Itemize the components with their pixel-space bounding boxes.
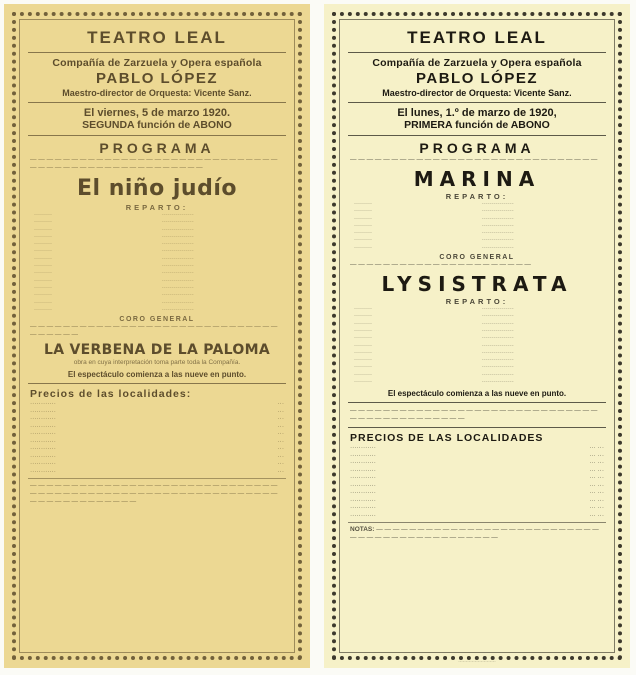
function-line: SEGUNDA función de ABONO xyxy=(82,119,232,131)
illegible-text-block: — — — — — — — — — — — — — — — — — — — — — — — — — — — — — — — — — — — — xyxy=(30,323,278,339)
divider xyxy=(28,478,286,479)
cast-list: ········· ········· ········· ········· ········· ········· ········· ········· ········· ········· ········· ················ ················ ················ ················ ················ ················ ················ ················ ················ ················ ················ xyxy=(354,306,514,386)
divider xyxy=(348,52,606,53)
start-time-note: El espectáculo comienza a las nueve en punto. xyxy=(387,389,567,399)
conductor-line: Maestro-director de Orquesta: Vicente Sanz. xyxy=(62,88,252,98)
reparto-heading: REPARTO: xyxy=(125,203,189,212)
illegible-text-block: — — — — — — — — — — — — — — — — — — — — — — xyxy=(350,261,531,269)
performance-date: El lunes, 1.º de marzo de 1920, xyxy=(397,107,557,119)
coro-line: CORO GENERAL xyxy=(439,254,515,262)
start-time-note: El espectáculo comienza a las nueve en punto. xyxy=(67,370,247,380)
divider xyxy=(28,102,286,103)
theatre-name: TEATRO LEAL xyxy=(407,28,547,47)
notes-block: NOTAS: — — — — — — — — — — — — — — — — — — — — — — — — — — — — — — — — — — — — — — — — — — — — — xyxy=(350,526,599,542)
play-title-2: LYSISTRATA xyxy=(381,272,573,297)
prices-heading: PRECIOS DE LAS LOCALIDADES xyxy=(350,432,544,445)
play-title-2: LA VERBENA DE LA PALOMA xyxy=(44,342,270,359)
divider xyxy=(348,427,606,428)
performance-date: El viernes, 5 de marzo 1920. xyxy=(83,107,231,119)
reparto-heading: REPARTO: xyxy=(445,297,509,307)
cast-list: ········· ········· ········· ········· ········· ········· ········· ················ ················ ················ ················ ················ ················ ················ xyxy=(354,201,514,251)
divider xyxy=(348,522,606,523)
conductor-line: Maestro-director de Orquesta: Vicente Sanz. xyxy=(382,88,572,98)
cast-list: ········· ········· ········· ········· ········· ········· ········· ········· ········· ········· ········· ········· ········· ········· ················ ················ ················ ················ ················ ················ ················ ················ ················ ················ ················ ················ ················ ················ xyxy=(34,212,194,313)
function-line: PRIMERA función de ABONO xyxy=(404,119,550,131)
performed-by: obra en cuya interpretación toma parte toda la Compañía. xyxy=(73,359,241,367)
divider xyxy=(28,383,286,384)
play-title: MARINA xyxy=(413,167,541,191)
divider xyxy=(348,102,606,103)
reparto-heading: REPARTO: xyxy=(445,192,509,201)
divider xyxy=(28,135,286,136)
poster-left xyxy=(4,4,310,668)
coro-line: CORO GENERAL xyxy=(119,316,195,324)
poster-content xyxy=(24,24,290,650)
illegible-text-block: — — — — — — — — — — — — — — — — — — — — — — — — — — — — — — — — — — — — — — — — — — — — — — — — — — — xyxy=(30,156,278,171)
illegible-text-block: — — — — — — — — — — — — — — — — — — — — — — — — — — — — — — xyxy=(350,156,598,163)
illegible-text-block: — — — — — — — — — — — — — — — — — — — — — — — — — — — — — — — — — — — — — — — — — — — — xyxy=(350,407,598,423)
printer-line: ························· xyxy=(458,659,496,664)
notes-block: — — — — — — — — — — — — — — — — — — — — — — — — — — — — — — — — — — — — — — — — — — — — — — — — — — — — — — — — — — — — — — — — — — — — — — — — — xyxy=(30,482,278,506)
company-name: Compañía de Zarzuela y Opera española xyxy=(372,57,582,69)
divider xyxy=(348,402,606,403)
director-name: PABLO LÓPEZ xyxy=(95,70,219,87)
price-list: ············ ··· ··· ············ ··· ··· ············ ··· ··· ············ ··· ··· ············ ··· ··· ············ ··· ··· ············ ··· ··· ············ ··· ··· ············ ··· ··· ············ ··· ··· xyxy=(350,444,604,519)
play-title: El niño judío xyxy=(77,176,237,201)
theatre-name: TEATRO LEAL xyxy=(87,28,227,47)
programa-heading: PROGRAMA xyxy=(419,140,535,156)
director-name: PABLO LÓPEZ xyxy=(415,70,539,87)
programa-heading: PROGRAMA xyxy=(99,140,215,156)
divider xyxy=(28,52,286,53)
prices-heading: Precios de las localidades: xyxy=(30,388,192,401)
poster-content xyxy=(344,24,610,650)
price-list: ············ ··· ············ ··· ············ ··· ············ ··· ············ ··· ············ ··· ············ ··· ············ ··· ············ ··· ············ ··· xyxy=(30,400,284,475)
poster-right xyxy=(324,4,630,668)
company-name: Compañía de Zarzuela y Opera española xyxy=(52,57,262,69)
divider xyxy=(348,135,606,136)
notas-label: NOTAS: xyxy=(350,526,375,534)
